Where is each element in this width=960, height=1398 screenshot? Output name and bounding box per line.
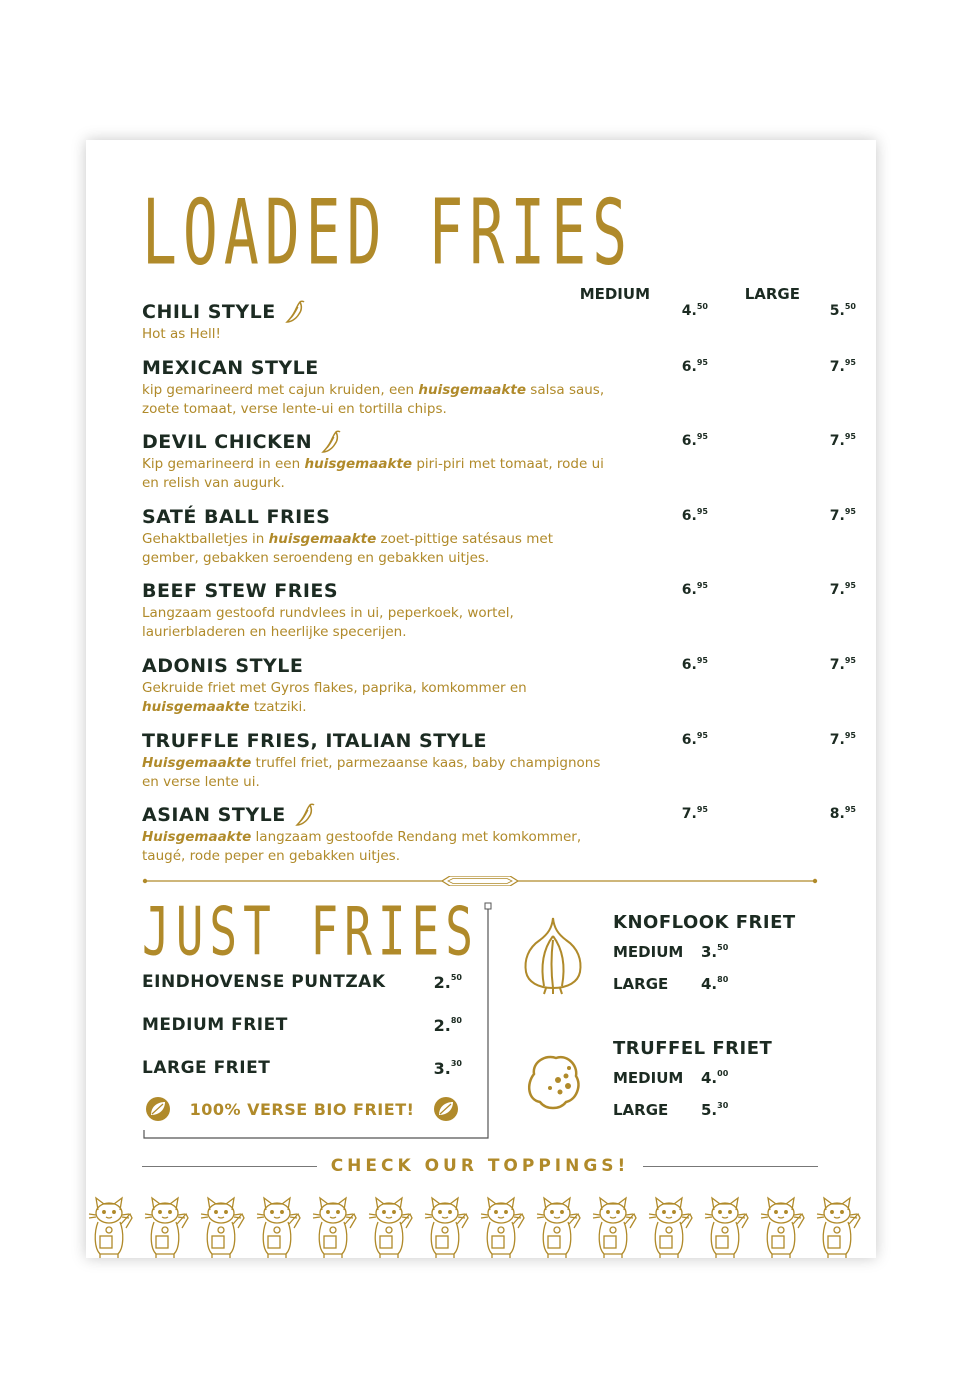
item-description: kip gemarineerd met cajun kruiden, een huisgemaakte salsa saus, zoete tomaat, verse lente-ui en tortilla chips. <box>142 382 605 417</box>
just-fries-item <box>142 1015 462 1035</box>
side-price-row <box>613 1069 833 1101</box>
divider-line <box>643 1166 818 1167</box>
menu-item <box>142 356 856 419</box>
bio-fries-banner <box>144 1095 460 1123</box>
side-truffel <box>613 1038 833 1133</box>
menu-item <box>142 505 856 568</box>
menu-item <box>142 300 856 344</box>
item-name: DEVIL CHICKEN <box>142 430 842 454</box>
divider-line <box>142 1166 317 1167</box>
lucky-cat-border <box>86 1192 876 1258</box>
bio-label: 100% VERSE BIO FRIET! <box>189 1099 415 1119</box>
item-description: Gekruide friet met Gyros flakes, paprika, komkommer en huisgemaakte tzatziki. <box>142 680 527 715</box>
item-name: CHILI STYLE <box>142 300 842 324</box>
price-large: 8.95 <box>829 805 856 822</box>
item-name: BEEF STEW FRIES <box>142 580 339 602</box>
menu-item <box>142 654 856 717</box>
truffle-icon <box>524 1050 582 1112</box>
item-description: Kip gemarineerd in een huisgemaakte piri-piri met tomaat, rode ui en relish van augurk. <box>142 456 604 491</box>
item-description: Hot as Hell! <box>142 326 221 342</box>
size-label: MEDIUM <box>613 943 684 961</box>
side-price-row <box>613 1101 833 1133</box>
just-fries-item <box>142 972 462 992</box>
price-medium: 6.95 <box>681 358 708 375</box>
column-header-large: LARGE <box>744 285 800 303</box>
price-medium: 6.95 <box>681 432 708 449</box>
side-price-row <box>613 975 833 1007</box>
item-description: Huisgemaakte truffel friet, parmezaanse kaas, baby champignons en verse lente ui. <box>142 755 601 790</box>
price-large: 7.95 <box>829 581 856 598</box>
garlic-icon <box>522 914 584 996</box>
menu-item <box>142 729 856 792</box>
price: 5.30 <box>701 1101 729 1119</box>
item-name: MEXICAN STYLE <box>142 357 319 379</box>
price-medium: 6.95 <box>681 507 708 524</box>
price-large: 7.95 <box>829 432 856 449</box>
item-name: ASIAN STYLE <box>142 803 842 827</box>
section-divider <box>142 876 818 886</box>
column-header-medium: MEDIUM <box>579 285 650 303</box>
price-medium: 7.95 <box>681 805 708 822</box>
item-price: 2.50 <box>433 973 462 992</box>
item-name: ADONIS STYLE <box>142 655 304 677</box>
just-fries-title: JUST FRIES <box>142 892 479 971</box>
item-description: Huisgemaakte langzaam gestoofde Rendang met komkommer, taugé, rode peper en gebakken uitjes. <box>142 829 582 864</box>
item-description: Gehaktballetjes in huisgemaakte zoet-pittige satésaus met gember, gebakken seroendeng en gebakken uitjes. <box>142 531 553 566</box>
price-medium: 6.95 <box>681 581 708 598</box>
menu-item <box>142 579 856 642</box>
item-name: LARGE FRIET <box>142 1058 271 1078</box>
menu-page <box>86 140 876 1258</box>
leaf-icon <box>432 1096 460 1122</box>
just-fries-item <box>142 1058 462 1078</box>
price: 4.00 <box>701 1069 729 1087</box>
price-large: 7.95 <box>829 358 856 375</box>
toppings-banner <box>142 1154 818 1178</box>
loaded-fries-title: LOADED FRIES <box>142 180 634 286</box>
side-title: TRUFFEL FRIET <box>613 1038 773 1059</box>
item-name: TRUFFLE FRIES, ITALIAN STYLE <box>142 730 487 752</box>
chili-pepper-icon <box>294 803 316 827</box>
toppings-label[interactable]: CHECK OUR TOPPINGS! <box>330 1156 630 1176</box>
size-label: LARGE <box>613 1101 669 1119</box>
item-name: EINDHOVENSE PUNTZAK <box>142 972 386 992</box>
leaf-icon <box>144 1096 172 1122</box>
item-name: SATÉ BALL FRIES <box>142 506 331 528</box>
price-large: 7.95 <box>829 507 856 524</box>
side-knoflook <box>613 912 833 1007</box>
chili-pepper-icon <box>320 430 342 454</box>
menu-item <box>142 430 856 493</box>
item-price: 3.30 <box>433 1059 462 1078</box>
price-large: 7.95 <box>829 656 856 673</box>
price-large: 5.50 <box>829 302 856 319</box>
price-medium: 6.95 <box>681 731 708 748</box>
price: 4.80 <box>701 975 729 993</box>
menu-item <box>142 803 856 866</box>
size-label: MEDIUM <box>613 1069 684 1087</box>
price: 3.50 <box>701 943 729 961</box>
size-label: LARGE <box>613 975 669 993</box>
side-title: KNOFLOOK FRIET <box>613 912 796 933</box>
chili-pepper-icon <box>284 300 306 324</box>
item-name: MEDIUM FRIET <box>142 1015 288 1035</box>
price-medium: 6.95 <box>681 656 708 673</box>
item-price: 2.80 <box>433 1016 462 1035</box>
item-description: Langzaam gestoofd rundvlees in ui, peperkoek, wortel, laurierbladeren en heerlijke specerijen. <box>142 605 514 640</box>
side-price-row <box>613 943 833 975</box>
price-medium: 4.50 <box>681 302 708 319</box>
price-large: 7.95 <box>829 731 856 748</box>
